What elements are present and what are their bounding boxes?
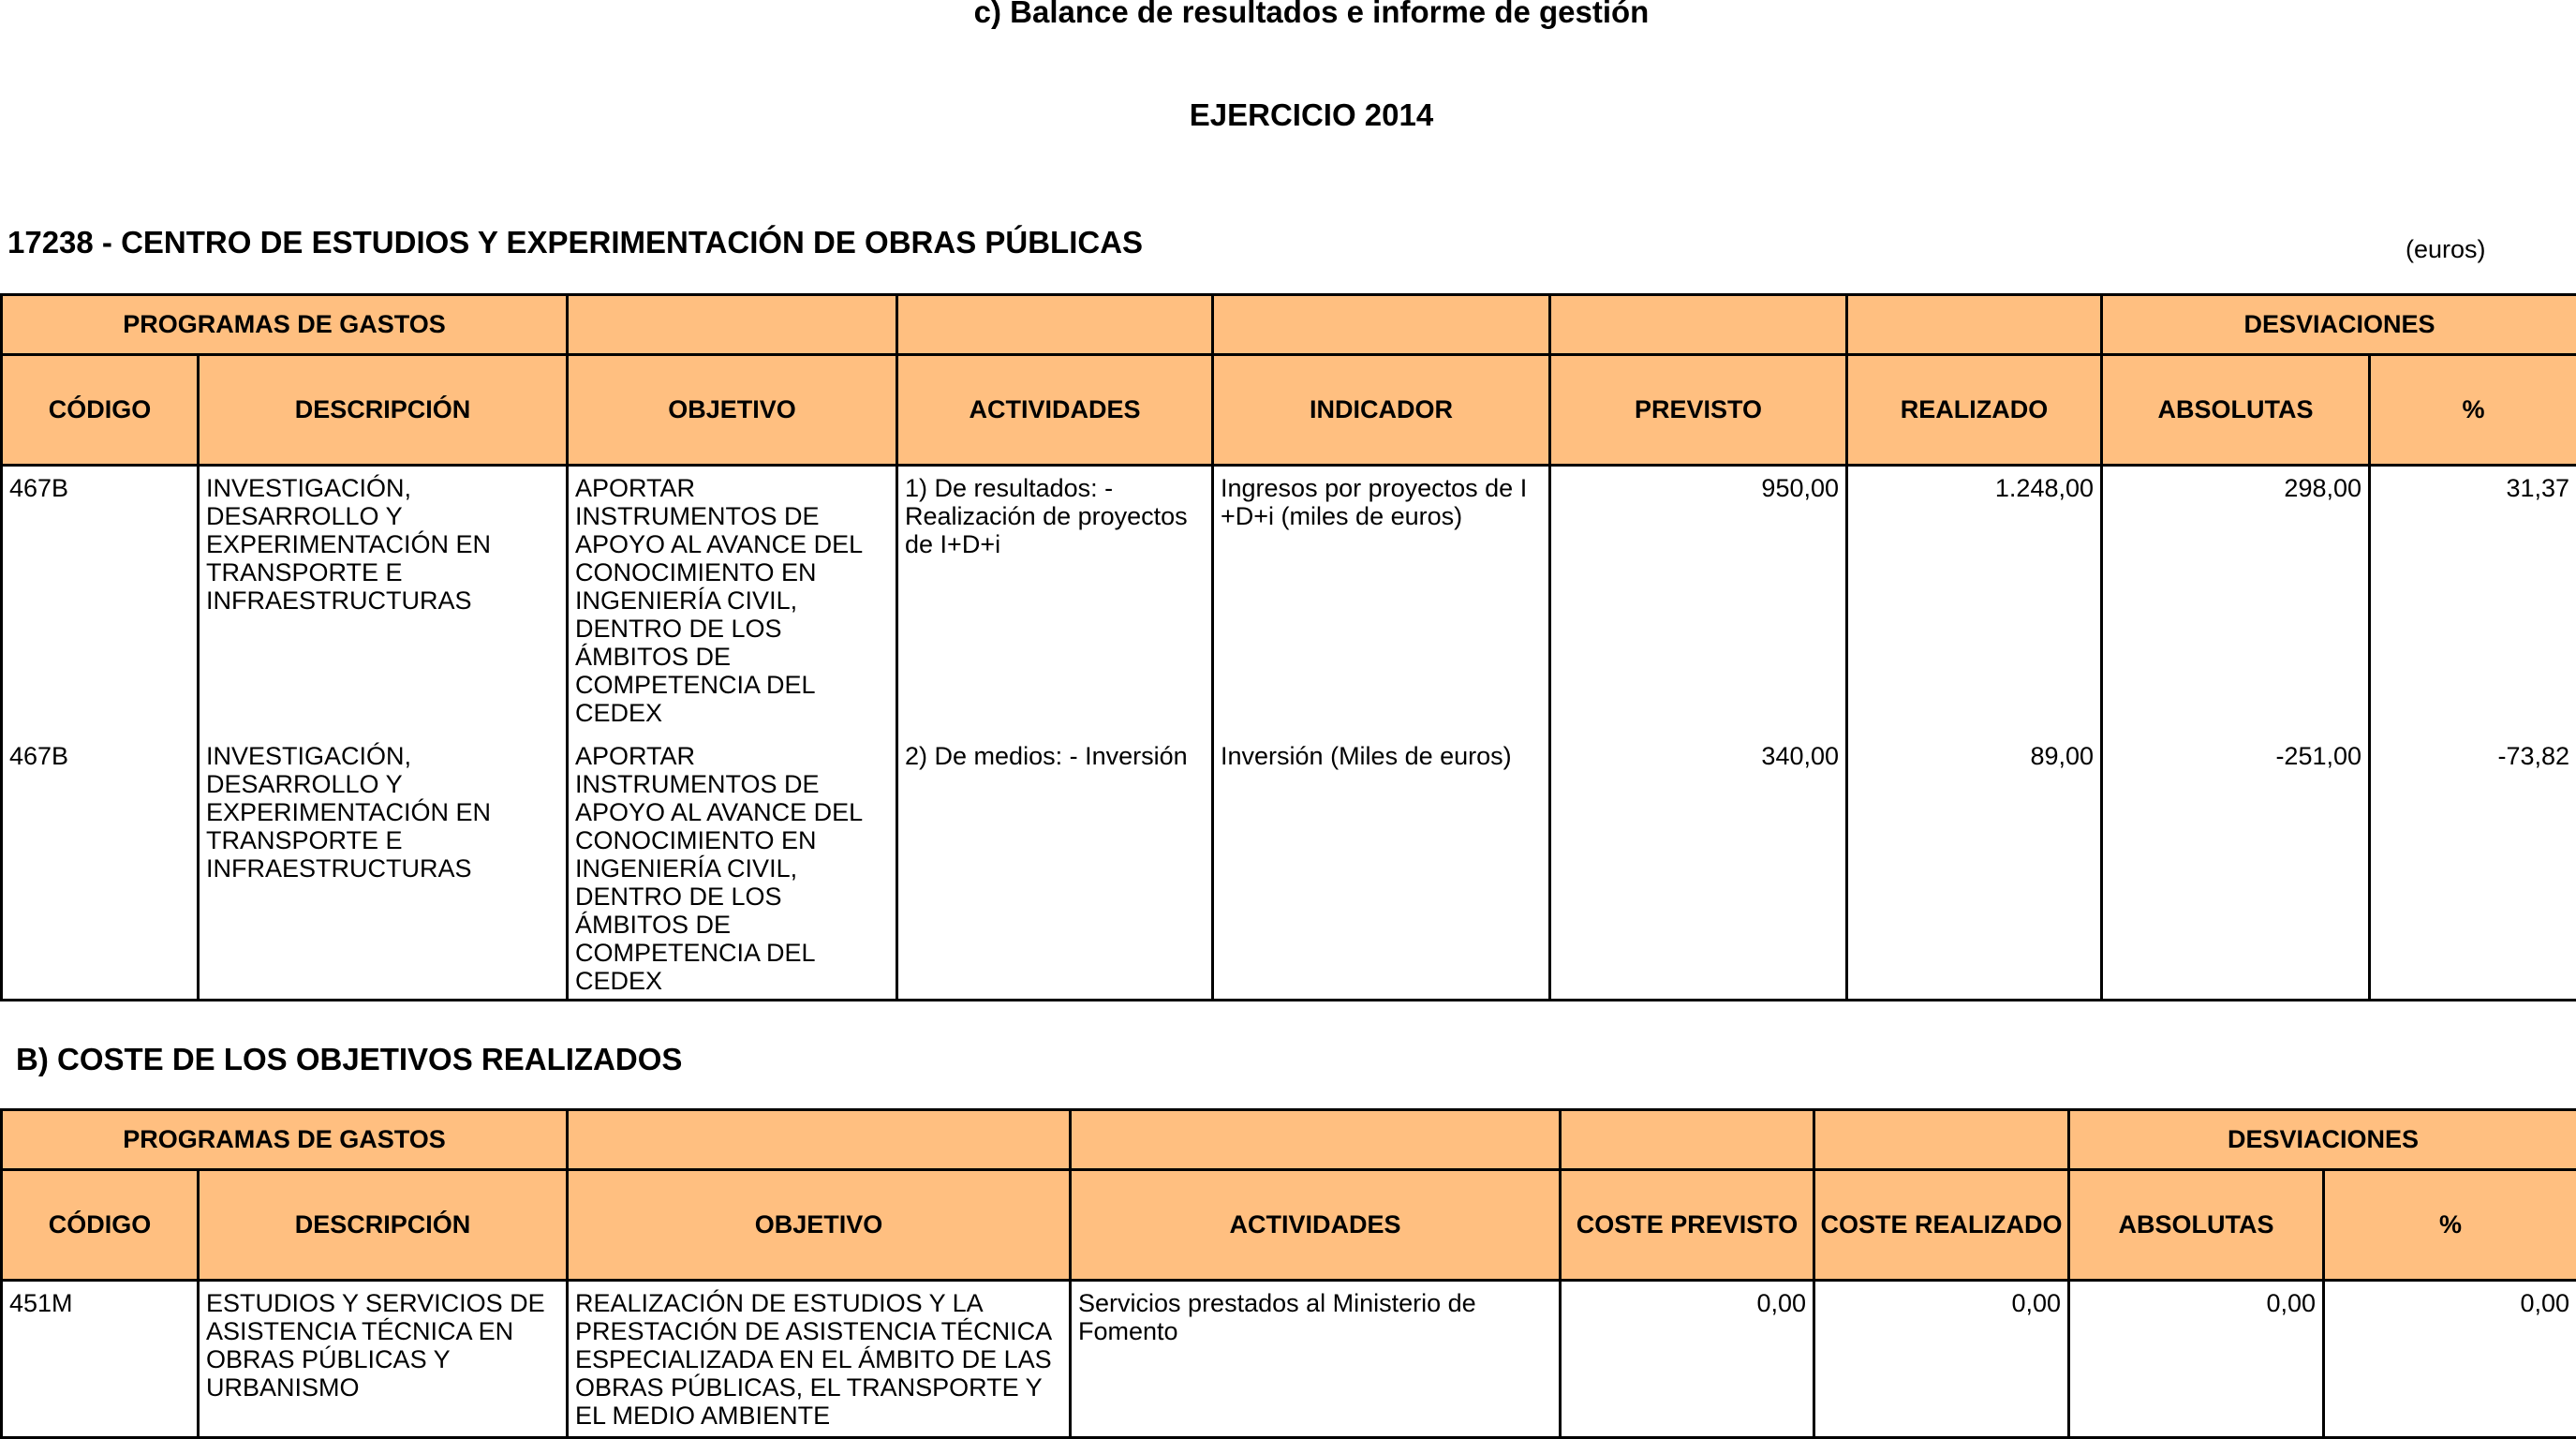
cell-pct: 0,00: [2324, 1281, 2576, 1438]
table-row: [2, 1281, 2576, 1438]
col-codigo: CÓDIGO: [2, 355, 199, 466]
cell-objetivo: REALIZACIÓN DE ESTUDIOS Y LA PRESTACIÓN DE ASISTENCIA TÉCNICA ESPECIALIZADA EN EL ÁMBITO DE LAS OBRAS PÚBLICAS, EL TRANSPORTE Y EL MEDIO AMBIENTE: [568, 1281, 1071, 1438]
entity-title: 17238 - CENTRO DE ESTUDIOS Y EXPERIMENTACIÓN DE OBRAS PÚBLICAS: [7, 225, 1143, 260]
cell-previsto: 340,00: [1550, 734, 1847, 1001]
cell-coste-realizado: 0,00: [1814, 1281, 2069, 1438]
cell-codigo: 467B: [2, 466, 199, 734]
col-absolutas: ABSOLUTAS: [2102, 355, 2370, 466]
empty-header: [1814, 1110, 2069, 1170]
cell-indicador: Inversión (Miles de euros): [1213, 734, 1550, 1001]
empty-header: [1847, 295, 2102, 355]
cell-pct: -73,82: [2370, 734, 2576, 1001]
col-objetivo: OBJETIVO: [568, 1170, 1071, 1281]
col-codigo: CÓDIGO: [2, 1170, 199, 1281]
empty-header: [568, 295, 897, 355]
group-header-row: [2, 1110, 2576, 1170]
col-coste-realizado: COSTE REALIZADO: [1814, 1170, 2069, 1281]
results-table: [0, 293, 2576, 1001]
section-b-title: B) COSTE DE LOS OBJETIVOS REALIZADOS: [16, 1042, 682, 1077]
col-descripcion: DESCRIPCIÓN: [199, 355, 568, 466]
empty-header: [1213, 295, 1550, 355]
desviaciones-header: DESVIACIONES: [2102, 295, 2576, 355]
col-indicador: INDICADOR: [1213, 355, 1550, 466]
col-absolutas: ABSOLUTAS: [2069, 1170, 2324, 1281]
col-realizado: REALIZADO: [1847, 355, 2102, 466]
cell-absolutas: 298,00: [2102, 466, 2370, 734]
col-coste-previsto: COSTE PREVISTO: [1561, 1170, 1814, 1281]
col-actividades: ACTIVIDADES: [1071, 1170, 1561, 1281]
cell-realizado: 1.248,00: [1847, 466, 2102, 734]
col-pct: %: [2370, 355, 2576, 466]
cell-actividades: 1) De resultados: - Realización de proyectos de I+D+i: [897, 466, 1213, 734]
cell-descripcion: ESTUDIOS Y SERVICIOS DE ASISTENCIA TÉCNICA EN OBRAS PÚBLICAS Y URBANISMO: [199, 1281, 568, 1438]
empty-header: [1550, 295, 1847, 355]
cell-codigo: 451M: [2, 1281, 199, 1438]
cell-absolutas: -251,00: [2102, 734, 2370, 1001]
empty-header: [1561, 1110, 1814, 1170]
cell-objetivo: APORTAR INSTRUMENTOS DE APOYO AL AVANCE DEL CONOCIMIENTO EN INGENIERÍA CIVIL, DENTRO DE LOS ÁMBITOS DE COMPETENCIA DEL CEDEX: [568, 466, 897, 734]
col-descripcion: DESCRIPCIÓN: [199, 1170, 568, 1281]
cell-descripcion: INVESTIGACIÓN, DESARROLLO Y EXPERIMENTACIÓN EN TRANSPORTE E INFRAESTRUCTURAS: [199, 734, 568, 1001]
table-row: [2, 466, 2576, 734]
column-header-row: [2, 355, 2576, 466]
units-label: (euros): [2406, 235, 2486, 264]
programas-header: PROGRAMAS DE GASTOS: [2, 1110, 568, 1170]
col-pct: %: [2324, 1170, 2576, 1281]
empty-header: [568, 1110, 1071, 1170]
cell-actividades: Servicios prestados al Ministerio de Fomento: [1071, 1281, 1561, 1438]
column-header-row: [2, 1170, 2576, 1281]
desviaciones-header: DESVIACIONES: [2069, 1110, 2576, 1170]
col-actividades: ACTIVIDADES: [897, 355, 1213, 466]
cell-codigo: 467B: [2, 734, 199, 1001]
empty-header: [897, 295, 1213, 355]
page-title: c) Balance de resultados e informe de gestión: [0, 0, 2576, 30]
cell-descripcion: INVESTIGACIÓN, DESARROLLO Y EXPERIMENTACIÓN EN TRANSPORTE E INFRAESTRUCTURAS: [199, 466, 568, 734]
programas-header: PROGRAMAS DE GASTOS: [2, 295, 568, 355]
cost-table: [0, 1108, 2576, 1439]
col-objetivo: OBJETIVO: [568, 355, 897, 466]
cell-coste-previsto: 0,00: [1561, 1281, 1814, 1438]
cell-pct: 31,37: [2370, 466, 2576, 734]
cell-previsto: 950,00: [1550, 466, 1847, 734]
ejercicio-title: EJERCICIO 2014: [0, 97, 2576, 133]
table-row: [2, 734, 2576, 1001]
cell-actividades: 2) De medios: - Inversión: [897, 734, 1213, 1001]
empty-header: [1071, 1110, 1561, 1170]
cell-objetivo: APORTAR INSTRUMENTOS DE APOYO AL AVANCE DEL CONOCIMIENTO EN INGENIERÍA CIVIL, DENTRO DE LOS ÁMBITOS DE COMPETENCIA DEL CEDEX: [568, 734, 897, 1001]
cell-indicador: Ingresos por proyectos de I +D+i (miles de euros): [1213, 466, 1550, 734]
group-header-row: [2, 295, 2576, 355]
col-previsto: PREVISTO: [1550, 355, 1847, 466]
cell-realizado: 89,00: [1847, 734, 2102, 1001]
cell-absolutas: 0,00: [2069, 1281, 2324, 1438]
